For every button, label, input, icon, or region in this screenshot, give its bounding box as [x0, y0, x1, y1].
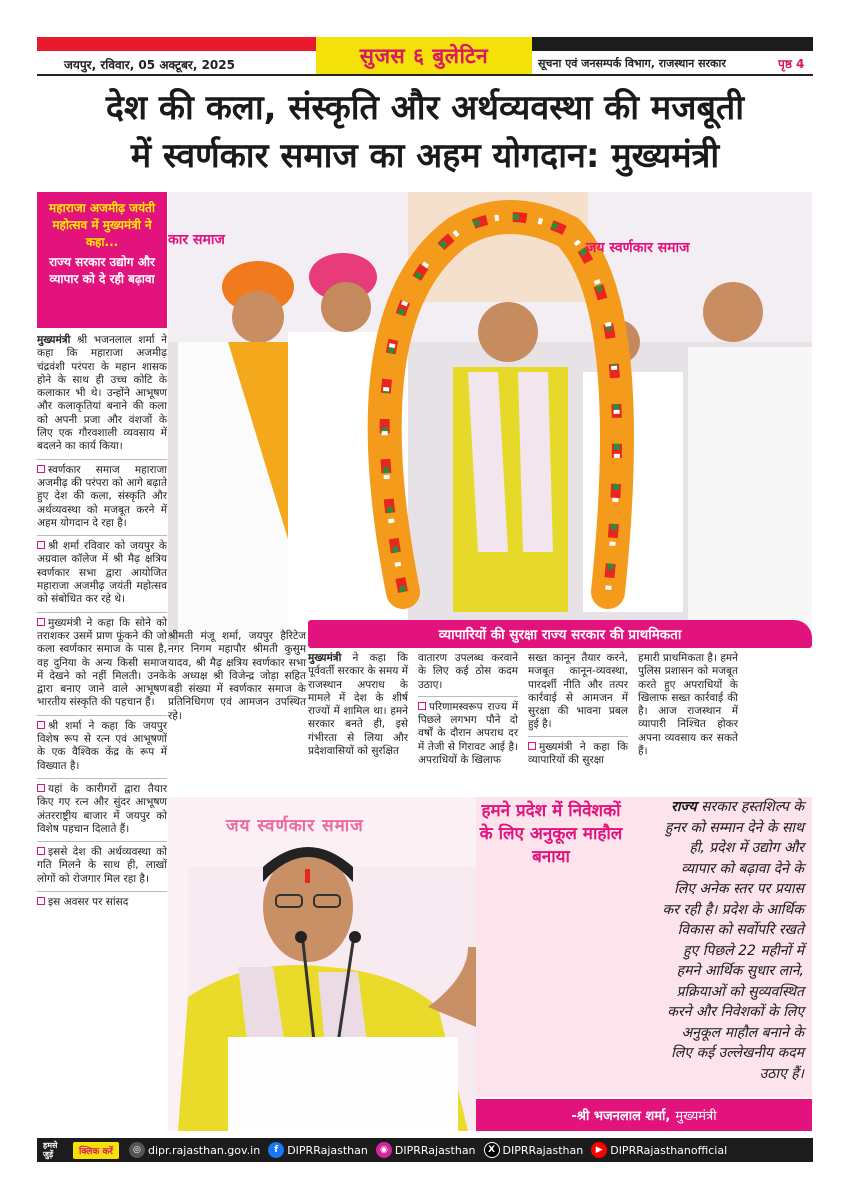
- quote-lead: राज्य: [671, 799, 697, 815]
- stage-banner-text: कार समाज: [168, 232, 225, 248]
- paragraph-text: श्री शर्मा ने कहा कि जयपुर विशेष रूप से रत्न एवं आभूषणों के एक वैश्विक केंद्र के रूप में विख्यात है।: [37, 719, 167, 772]
- paragraph: [638, 652, 738, 758]
- paragraph: [418, 696, 518, 767]
- bullet-icon: [37, 897, 45, 905]
- bullet-icon: [37, 465, 45, 473]
- bullet-icon: [418, 702, 426, 710]
- article-columns: [308, 652, 812, 771]
- click-here-button[interactable]: क्लिक करें: [73, 1142, 119, 1159]
- page-headline: [37, 84, 813, 180]
- paragraph: [37, 459, 167, 530]
- paragraph-text: मुख्यमंत्री ने कहा कि व्यापारियों की सुरक्षा: [528, 740, 628, 767]
- paragraph: [528, 652, 628, 732]
- paragraph-text: परिणामस्वरूप राज्य में पिछले लगभग पौने दो वर्षों के दौरान अपराध दर में तेजी से गिरावट आई है। अपराधियों के खिलाफ: [418, 700, 518, 767]
- signature-title: मुख्यमंत्री: [675, 1109, 717, 1124]
- highlight-title: महाराजा अजमीढ़ जयंती महोत्सव में मुख्यमंत्री ने कहा...: [49, 201, 155, 249]
- bullet-icon: [37, 847, 45, 855]
- paragraph-lead: मुख्यमंत्री: [37, 334, 71, 346]
- speech-photo: [168, 797, 476, 1131]
- instagram-icon: ◉: [376, 1142, 392, 1158]
- article-column: [528, 652, 628, 771]
- paragraph-text: इससे देश की अर्थव्यवस्था को गति मिलने के साथ ही, लाखों लोगों को रोजगार मिल रहा है।: [37, 846, 167, 885]
- bullet-icon: [37, 541, 45, 549]
- photo-caption: श्रीमती मंजू शर्मा, जयपुर हैरिटेज नगर निगम महापौर श्रीमती कुसुम यादव, श्री मैढ़ क्षत्रिय स्वर्णकार सभा के अध्यक्ष श्री विजेन्द्र जोड़ा सहित बड़ी संख्या में स्वर्णकार समाज के प्रतिनिधिगण एवं आमजन उपस्थित रहे।: [168, 630, 306, 722]
- article-column: [308, 652, 408, 771]
- highlight-subtitle: राज्य सरकार उद्योग और व्यापार को दे रही बढ़ावा: [49, 255, 155, 286]
- facebook-link[interactable]: [268, 1142, 368, 1158]
- paragraph-lead: मुख्यमंत्री: [308, 652, 342, 664]
- masthead-black-strip: [523, 37, 813, 51]
- paragraph-text: मुख्यमंत्री ने कहा कि सोने को तराशकर उसमें प्राण फूंकने की जो कला स्वर्णकार समाज के पास है, वह दुनिया के अन्य किसी समाज में देखने को नहीं मिलती। उनके द्वारा बनाए जाने वाले आभूषण भारतीय संस्कृति की पहचान हैं।: [37, 616, 167, 709]
- article-column: [418, 652, 518, 771]
- x-link[interactable]: [484, 1142, 584, 1158]
- article-column: [638, 652, 738, 771]
- speaker-illustration: [168, 797, 476, 1131]
- department-name: सूचना एवं जनसम्पर्क विभाग, राजस्थान सरकार: [538, 57, 726, 70]
- x-handle: DIPRRajasthan: [502, 1143, 584, 1157]
- x-icon: X: [484, 1142, 500, 1158]
- logo: [316, 37, 532, 75]
- globe-icon: ◎: [129, 1142, 145, 1158]
- bullet-icon: [37, 618, 45, 626]
- quote-signature: [476, 1099, 812, 1131]
- paragraph: [37, 891, 167, 909]
- signature-name: -श्री भजनलाल शर्मा,: [571, 1109, 671, 1124]
- instagram-link[interactable]: [376, 1142, 476, 1158]
- main-photo: [168, 192, 812, 644]
- quote-text: [500, 797, 804, 1084]
- paragraph-text: स्वर्णकार समाज महाराजा अजमीढ़ की परंपरा को आगे बढ़ाते हुए देश की कला, संस्कृति और अर्थव्यवस्था को मजबूत करने में अहम योगदान दे रहा है।: [37, 463, 167, 529]
- paragraph-text: श्री शर्मा रविवार को जयपुर के अग्रवाल कॉलेज में श्री मैढ़ क्षत्रिय स्वर्णकार सभा द्वारा आयोजित महाराजा अजमीढ़ जयंती महोत्सव को संबोधित कर रहे थे।: [37, 540, 167, 606]
- headline-line-1: देश की कला, संस्कृति और अर्थव्यवस्था की मजबूती: [105, 88, 745, 128]
- stage-banner-text: जय स्वर्णकार समाज: [226, 816, 364, 836]
- masthead-rule: [37, 74, 813, 76]
- facebook-icon: f: [268, 1142, 284, 1158]
- paragraph: [37, 535, 167, 606]
- paragraph-text: सख्त कानून तैयार करने, मजबूत कानून-व्यवस्था, पारदर्शी नीति और तत्पर कार्रवाई से आमजन में सुरक्षा की भावना प्रबल हुई है।: [528, 652, 628, 731]
- paragraph-text: वातारण उपलब्ध करवाने के लिए कई ठोस कदम उठाए।: [418, 652, 518, 691]
- paragraph-text: यहां के कारीगरों द्वारा तैयार किए गए रत्न और सुंदर आभूषण अंतरराष्ट्रीय बाजार में जयपुर को विशेष पहचान दिलाते हैं।: [37, 782, 167, 835]
- highlight-box: [37, 192, 167, 328]
- paragraph: [418, 652, 518, 692]
- youtube-link[interactable]: [591, 1142, 727, 1158]
- website-link[interactable]: [129, 1142, 260, 1158]
- paragraph: [37, 612, 167, 710]
- paragraph: [37, 841, 167, 886]
- instagram-handle: DIPRRajasthan: [394, 1143, 476, 1157]
- stage-banner-text: जय स्वर्णकार समाज: [586, 240, 690, 256]
- headline-line-2: में स्वर्णकार समाज का अहम योगदान: मुख्यमंत्री: [130, 136, 720, 176]
- footer-bar: [37, 1138, 813, 1162]
- paragraph: [37, 778, 167, 836]
- paragraph: [528, 736, 628, 768]
- footer-join-label: हमसे जुड़ें: [43, 1141, 58, 1159]
- bullet-icon: [37, 784, 45, 792]
- bullet-icon: [528, 742, 536, 750]
- page-number: पृष्ठ 4: [778, 57, 805, 71]
- garland-ceremony-illustration: [168, 192, 812, 644]
- quote-body-text: सरकार हस्तशिल्प के हुनर को सम्मान देने के साथ ही, प्रदेश में उद्योग और व्यापार को बढ़ावा देने के लिए अनेक स्तर पर प्रयास कर रही है। प्रदेश के आर्थिक विकास को सर्वोपरि रखते हुए पिछले 22 महीनों में हमने आर्थिक सुधार लाने, प्रक्रियाओं को सुव्यवस्थित करने और निवेशकों के लिए अनुकूल माहौल बनाने के लिए कई उल्लेखनीय कदम उठाए हैं।: [662, 799, 804, 1082]
- paragraph-text: इस अवसर पर सांसद: [48, 895, 129, 908]
- facebook-handle: DIPRRajasthan: [287, 1143, 368, 1157]
- website-text: dipr.rajasthan.gov.in: [147, 1143, 261, 1157]
- logo-text: सुजस ६ बुलेटिन: [359, 44, 489, 68]
- bullet-icon: [37, 721, 45, 729]
- paragraph: [37, 715, 167, 773]
- youtube-icon: ▶: [591, 1142, 607, 1158]
- quote-body: [500, 797, 804, 1084]
- paragraph-text: ने कहा कि पूर्ववर्ती सरकार के समय में राजस्थान अपराध के मामले में देश के शीर्ष राज्यों में शामिल था। हमने सरकार बनते ही, इसे गंभीरता से लिया और प्रदेशवासियों को सुरक्षित: [308, 652, 408, 758]
- quote-title: हमने प्रदेश में निवेशकों के लिए अनुकूल माहौल बनाया: [479, 801, 623, 867]
- left-column: [37, 334, 167, 914]
- masthead-red-strip: [37, 37, 327, 51]
- paragraph: [37, 334, 167, 454]
- paragraph-text: हमारी प्राथमिकता है। हमने पुलिस प्रशासन को मजबूत करते हुए अपराधियों के खिलाफ सख्त कार्रवाई की है। आज राजस्थान में व्यापारी निश्चित होकर अपना व्यवसाय कर सकते हैं।: [638, 652, 739, 758]
- youtube-handle: DIPRRajasthanofficial: [610, 1143, 728, 1157]
- section-heading: व्यापारियों की सुरक्षा राज्य सरकार की प्राथमिकता: [308, 620, 812, 648]
- issue-date: जयपुर, रविवार, 05 अक्टूबर, 2025: [64, 58, 235, 72]
- paragraph: [308, 652, 408, 758]
- paragraph-text: श्री भजनलाल शर्मा ने कहा कि महाराजा अजमीढ़ चंद्रवंशी परंपरा के महान शासक होने के साथ ही उच्च कोटि के कलाकार भी थे। उन्होंने आभूषण और कलाकृतियां बनाने की कला को अपनी प्रजा और वंशजों के लिए एक गौरवशाली व्यवसाय में बदलने का कार्य किया।: [37, 334, 167, 453]
